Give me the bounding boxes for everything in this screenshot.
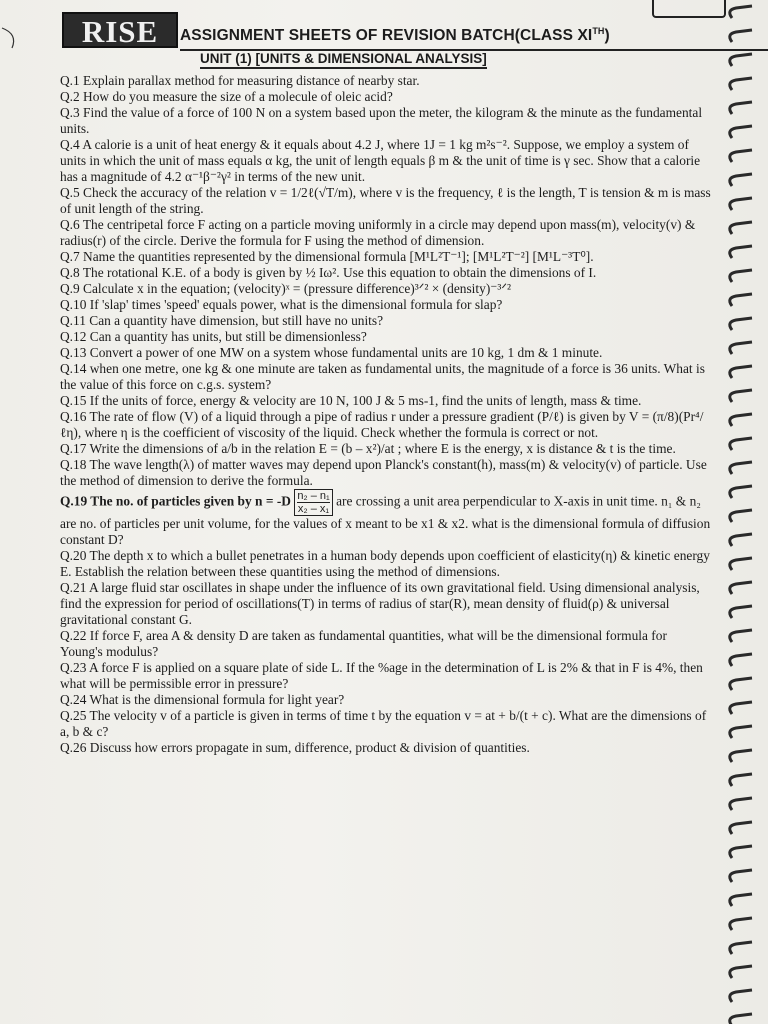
spiral-ring: [730, 654, 752, 666]
question-item: Q.20 The depth x to which a bullet penetrates in a human body depends upon coefficient of elasticity(η) & kinetic energy E. Establish the relation between these quantities using the method of dimensions.: [60, 548, 710, 579]
question-item: Q.12 Can a quantity has units, but still be dimensionless?: [60, 329, 367, 344]
question-item: Q.9 Calculate x in the equation; (velocity)ˣ = (pressure difference)³ᐟ² × (density)⁻³ᐟ²: [60, 281, 512, 296]
spiral-ring: [730, 222, 752, 234]
spiral-ring: [730, 678, 752, 690]
question-item: Q.10 If 'slap' times 'speed' equals power, what is the dimensional formula for slap?: [60, 297, 503, 312]
spiral-ring: [730, 462, 752, 474]
spiral-ring: [730, 966, 752, 978]
question-item: Q.11 Can a quantity have dimension, but still have no units?: [60, 313, 384, 328]
question-item-19: Q.19 The no. of particles given by n = -D $\frac{\text{n₂ – n₁}}{\text{x₂ – x₁}}$ are crossing a unit area perpendicular to X-axis in unit time. n₁ & n₂ are no. of particles per unit volume, for the values of x meant to be x1 & x2. what is the dimensional formula of diffusion constant D?: [60, 490, 711, 547]
spiral-ring: [730, 414, 752, 426]
spiral-ring: [730, 174, 752, 186]
question-item: Q.21 A large fluid star oscillates in shape under the influence of its own gravitational field. Using dimensional analysis, find the expression for period of oscillations(T) in terms of radius of star(R), mean density of fluid(ρ) & universal gravitational constant G.: [60, 580, 700, 627]
question-item: Q.14 when one metre, one kg & one minute are taken as fundamental units, the magnitude of a force is 36 units. What is the value of this force on c.g.s. system?: [60, 361, 705, 392]
spiral-ring: [730, 318, 752, 330]
spiral-ring: [730, 54, 752, 66]
question-item: Q.15 If the units of force, energy & velocity are 10 N, 100 J & 5 ms-1, find the units of length, mass & time.: [60, 393, 642, 408]
spiral-ring: [730, 1014, 752, 1024]
unit-heading: UNIT (1) [UNITS & DIMENSIONAL ANALYSIS]: [200, 51, 487, 69]
question-item: Q.25 The velocity v of a particle is given in terms of time t by the equation v = at + b/(t + c). What are the dimensions of a, b & c?: [60, 708, 707, 739]
question-item: Q.17 Write the dimensions of a/b in the relation E = (b – x²)/at ; where E is the energy, x is distance & t is the time.: [60, 441, 676, 456]
question-item: Q.22 If force F, area A & density D are taken as fundamental quantities, what will be the dimensional formula for Young's modulus?: [60, 628, 667, 659]
spiral-ring: [730, 150, 752, 162]
question-item: Q.5 Check the accuracy of the relation v = 1/2ℓ(√T/m), where v is the frequency, ℓ is the length, T is tension & m is mass of unit length of the string.: [60, 185, 711, 216]
spiral-ring: [730, 606, 752, 618]
question-item: Q.23 A force F is applied on a square plate of side L. If the %age in the determination of L is 2% & that in F is 4%, then what will be permissible error in pressure?: [60, 660, 703, 691]
question-item: Q.6 The centripetal force F acting on a particle moving uniformly in a circle may depend upon mass(m), velocity(v) & radius(r) of the circle. Derive the formula for F using the method of dimension.: [60, 217, 696, 248]
spiral-ring: [730, 30, 752, 42]
sheet-header: [62, 8, 722, 48]
fraction-box: $\frac{\text{n₂ – n₁}}{\text{x₂ – x₁}}$: [294, 489, 332, 516]
spiral-ring: [730, 870, 752, 882]
spiral-ring: [730, 918, 752, 930]
spiral-ring: [730, 894, 752, 906]
spiral-ring: [730, 486, 752, 498]
question-item: Q.16 The rate of flow (V) of a liquid through a pipe of radius r under a pressure gradient (P/ℓ) is given by V = (π/8)(Pr⁴/ℓη), where η is the coefficient of viscosity of the liquid. Check whether the formula is correct or not.: [60, 409, 704, 440]
spiral-ring: [730, 774, 752, 786]
spiral-ring: [730, 510, 752, 522]
spiral-ring: [730, 270, 752, 282]
spiral-ring: [730, 366, 752, 378]
spiral-ring: [730, 942, 752, 954]
spiral-ring: [730, 198, 752, 210]
spiral-ring: [730, 102, 752, 114]
spiral-ring: [730, 630, 752, 642]
spiral-ring: [730, 6, 752, 18]
question-item: Q.4 A calorie is a unit of heat energy & it equals about 4.2 J, where 1J = 1 kg m²s⁻². Suppose, we employ a system of units in which the unit of mass equals α kg, the unit of length equals β m & the unit of time is γ sec. Show that a calorie has a magnitude of 4.2 α⁻¹β⁻²γ² in terms of the new unit.: [60, 137, 701, 184]
spiral-ring: [730, 846, 752, 858]
spiral-ring: [730, 390, 752, 402]
question-item: Q.3 Find the value of a force of 100 N on a system based upon the meter, the kilogram & the minute as the fundamental units.: [60, 105, 703, 136]
spiral-ring: [730, 78, 752, 90]
spiral-ring: [730, 126, 752, 138]
spiral-ring: [730, 990, 752, 1002]
question-item: Q.18 The wave length(λ) of matter waves may depend upon Planck's constant(h), mass(m) & velocity(v) of particle. Use the method of dimension to derive the formula.: [60, 457, 707, 488]
spiral-ring: [730, 582, 752, 594]
spiral-ring: [730, 558, 752, 570]
spiral-ring: [730, 534, 752, 546]
question-item: Q.24 What is the dimensional formula for light year?: [60, 692, 345, 707]
question-item: Q.8 The rotational K.E. of a body is given by ½ Iω². Use this equation to obtain the dimensions of I.: [60, 265, 597, 280]
question-item: Q.13 Convert a power of one MW on a system whose fundamental units are 10 kg, 1 dm & 1 minute.: [60, 345, 603, 360]
pen-mark: [0, 20, 30, 60]
spiral-ring: [730, 438, 752, 450]
question-item: Q.7 Name the quantities represented by the dimensional formula [M¹L²T⁻¹]; [M¹L²T⁻²] [M¹L⁻³T⁰].: [60, 249, 594, 264]
spiral-ring: [730, 798, 752, 810]
question-item: Q.1 Explain parallax method for measuring distance of nearby star.: [60, 73, 420, 88]
question-list: [60, 73, 712, 756]
spiral-ring: [730, 750, 752, 762]
rise-logo: RISE: [62, 12, 178, 48]
spiral-ring: [730, 702, 752, 714]
spiral-ring: [730, 246, 752, 258]
question-item: Q.26 Discuss how errors propagate in sum, difference, product & division of quantities.: [60, 740, 530, 755]
spiral-ring: [730, 294, 752, 306]
spiral-ring: [730, 342, 752, 354]
question-item: Q.2 How do you measure the size of a molecule of oleic acid?: [60, 89, 393, 104]
spiral-ring: [730, 822, 752, 834]
sheet-title: ASSIGNMENT SHEETS OF REVISION BATCH(CLASS XITH): [180, 26, 610, 45]
spiral-ring: [730, 726, 752, 738]
spiral-binding: [722, 0, 762, 1024]
